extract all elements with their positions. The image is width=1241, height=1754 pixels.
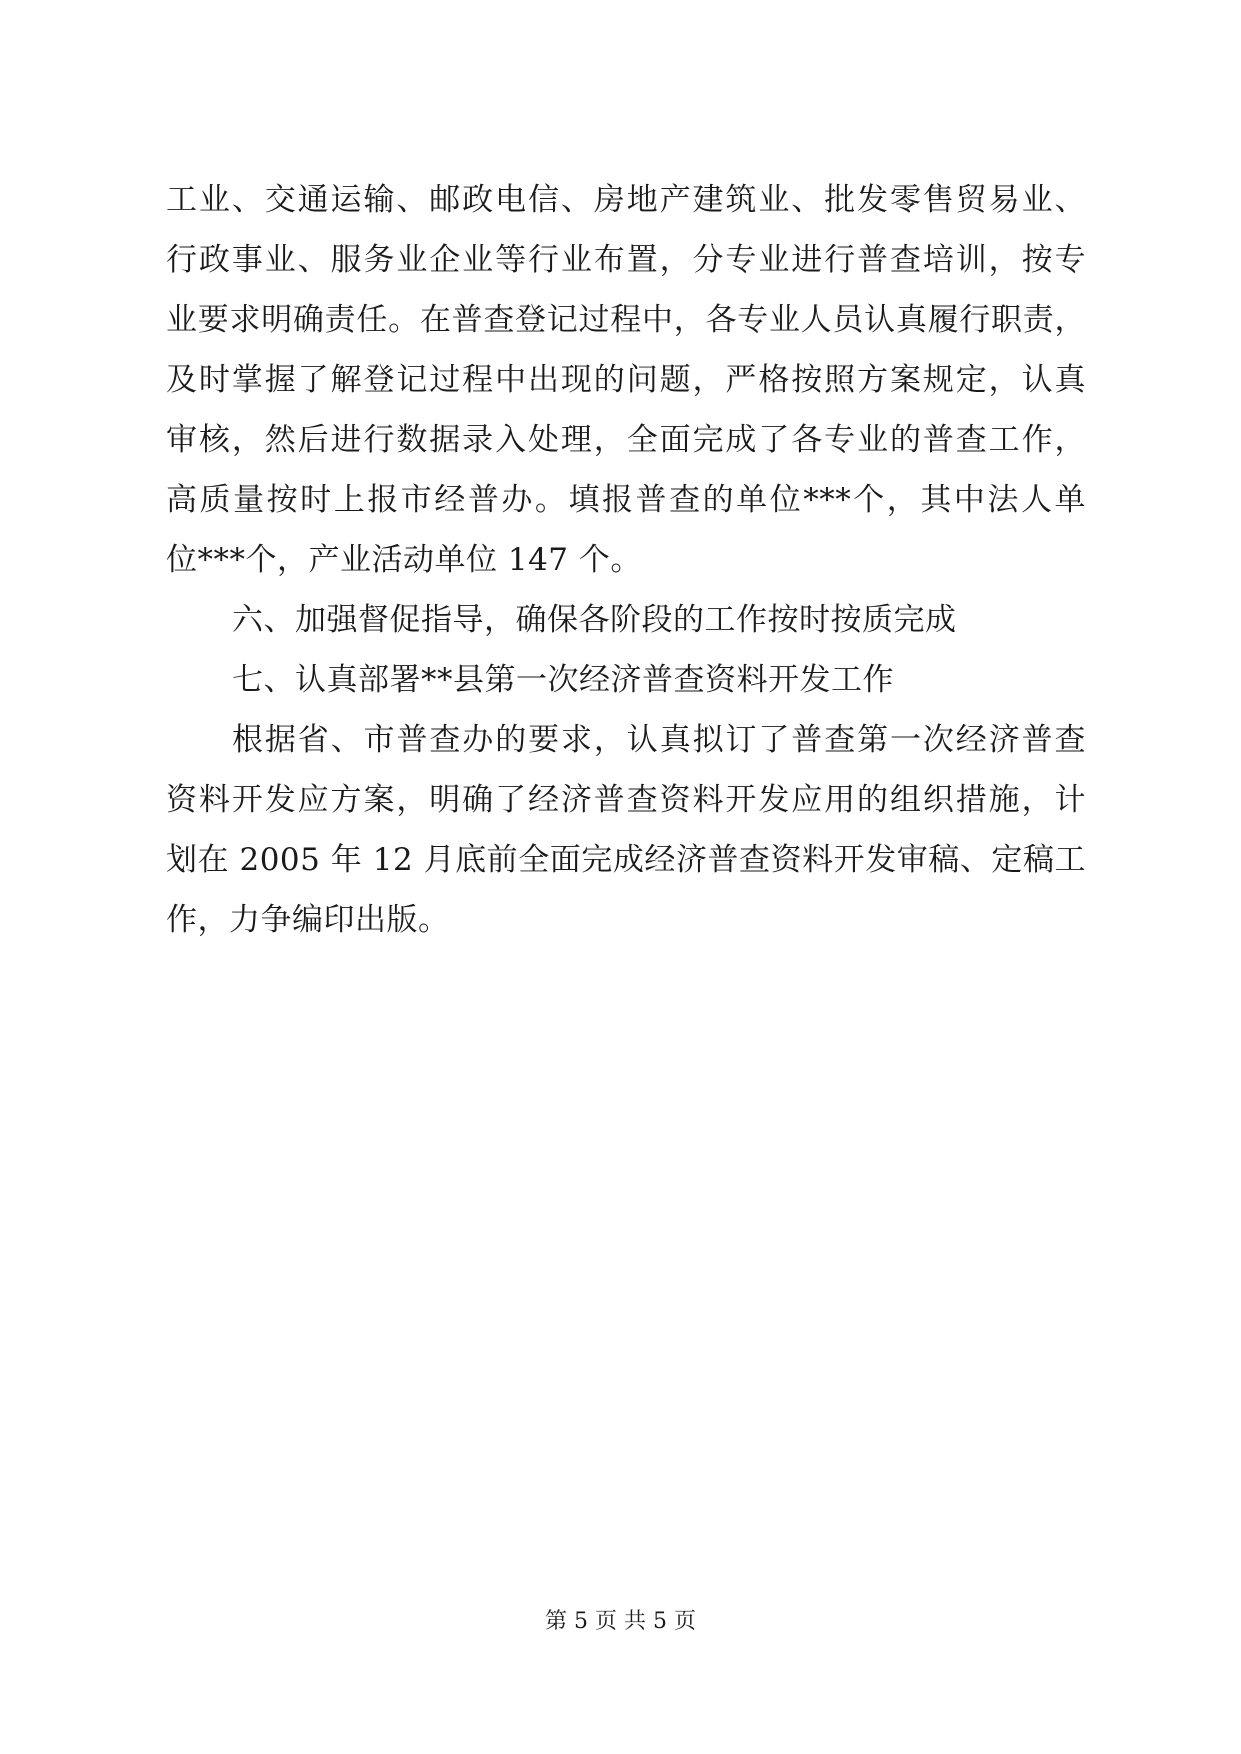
- paragraph-line: 位***个，产业活动单位 147 个。: [166, 542, 642, 578]
- section-heading-6: 六、加强督促指导，确保各阶段的工作按时按质完成: [232, 602, 957, 638]
- section-heading-7: 七、认真部署**县第一次经济普查资料开发工作: [232, 662, 894, 698]
- paragraph-line: 划在 2005 年 12 月底前全面完成经济普查资料开发审稿、定稿工: [166, 842, 1086, 878]
- paragraph-line: 资料开发应方案，明确了经济普查资料开发应用的组织措施，计: [166, 782, 1086, 818]
- paragraph-line: 业要求明确责任。在普查登记过程中，各专业人员认真履行职责，: [166, 302, 1086, 338]
- paragraph-line: 审核，然后进行数据录入处理，全面完成了各专业的普查工作，: [166, 422, 1086, 458]
- paragraph-line: 高质量按时上报市经普办。填报普查的单位***个，其中法人单: [166, 482, 1086, 518]
- page-number-footer: 第 5 页 共 5 页: [545, 1609, 696, 1634]
- paragraph-line: 作，力争编印出版。: [166, 902, 450, 938]
- paragraph-line: 行政事业、服务业企业等行业布置，分专业进行普查培训，按专: [166, 242, 1086, 278]
- paragraph-line: 工业、交通运输、邮政电信、房地产建筑业、批发零售贸易业、: [166, 182, 1086, 218]
- paragraph-line: 根据省、市普查办的要求，认真拟订了普查第一次经济普查: [232, 722, 1086, 758]
- paragraph-line: 及时掌握了解登记过程中出现的问题，严格按照方案规定，认真: [166, 362, 1086, 398]
